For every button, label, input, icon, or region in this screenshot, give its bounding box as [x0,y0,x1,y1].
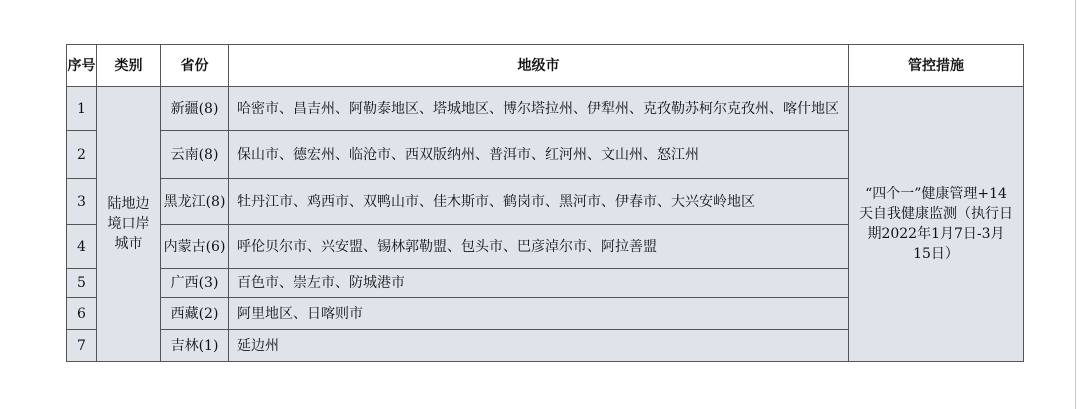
table-header-row [67,45,1024,87]
row-index: 1 [67,87,97,131]
province-cell: 吉林(1) [161,330,229,362]
row-index: 3 [67,179,97,225]
row-index: 2 [67,131,97,179]
row-index: 5 [67,269,97,298]
province-cell: 内蒙古(6) [161,225,229,269]
header-province: 省份 [161,45,229,87]
cities-cell: 呼伦贝尔市、兴安盟、锡林郭勒盟、包头市、巴彦淖尔市、阿拉善盟 [229,225,849,269]
cities-cell: 哈密市、昌吉州、阿勒泰地区、塔城地区、博尔塔拉州、伊犁州、克孜勒苏柯尔克孜州、喀什地区 [229,87,849,131]
cities-cell: 保山市、德宏州、临沧市、西双版纳州、普洱市、红河州、文山州、怒江州 [229,131,849,179]
header-measures: 管控措施 [849,45,1024,87]
header-category: 类别 [97,45,161,87]
row-index: 7 [67,330,97,362]
province-cell: 云南(8) [161,131,229,179]
cities-cell: 牡丹江市、鸡西市、双鸭山市、佳木斯市、鹤岗市、黑河市、伊春市、大兴安岭地区 [229,179,849,225]
table-row [67,87,1024,131]
header-index: 序号 [67,45,97,87]
category-cell: 陆地边境口岸城市 [97,87,161,362]
province-cell: 西藏(2) [161,298,229,330]
province-cell: 新疆(8) [161,87,229,131]
port-cities-table [66,44,1024,362]
cities-cell: 百色市、崇左市、防城港市 [229,269,849,298]
cities-cell: 阿里地区、日喀则市 [229,298,849,330]
page-edge [1075,0,1076,409]
measures-cell: “四个一”健康管理+14天自我健康监测（执行日期2022年1月7日-3月15日） [849,87,1024,362]
row-index: 4 [67,225,97,269]
header-cities: 地级市 [229,45,849,87]
province-cell: 黑龙江(8) [161,179,229,225]
cities-cell: 延边州 [229,330,849,362]
row-index: 6 [67,298,97,330]
province-cell: 广西(3) [161,269,229,298]
